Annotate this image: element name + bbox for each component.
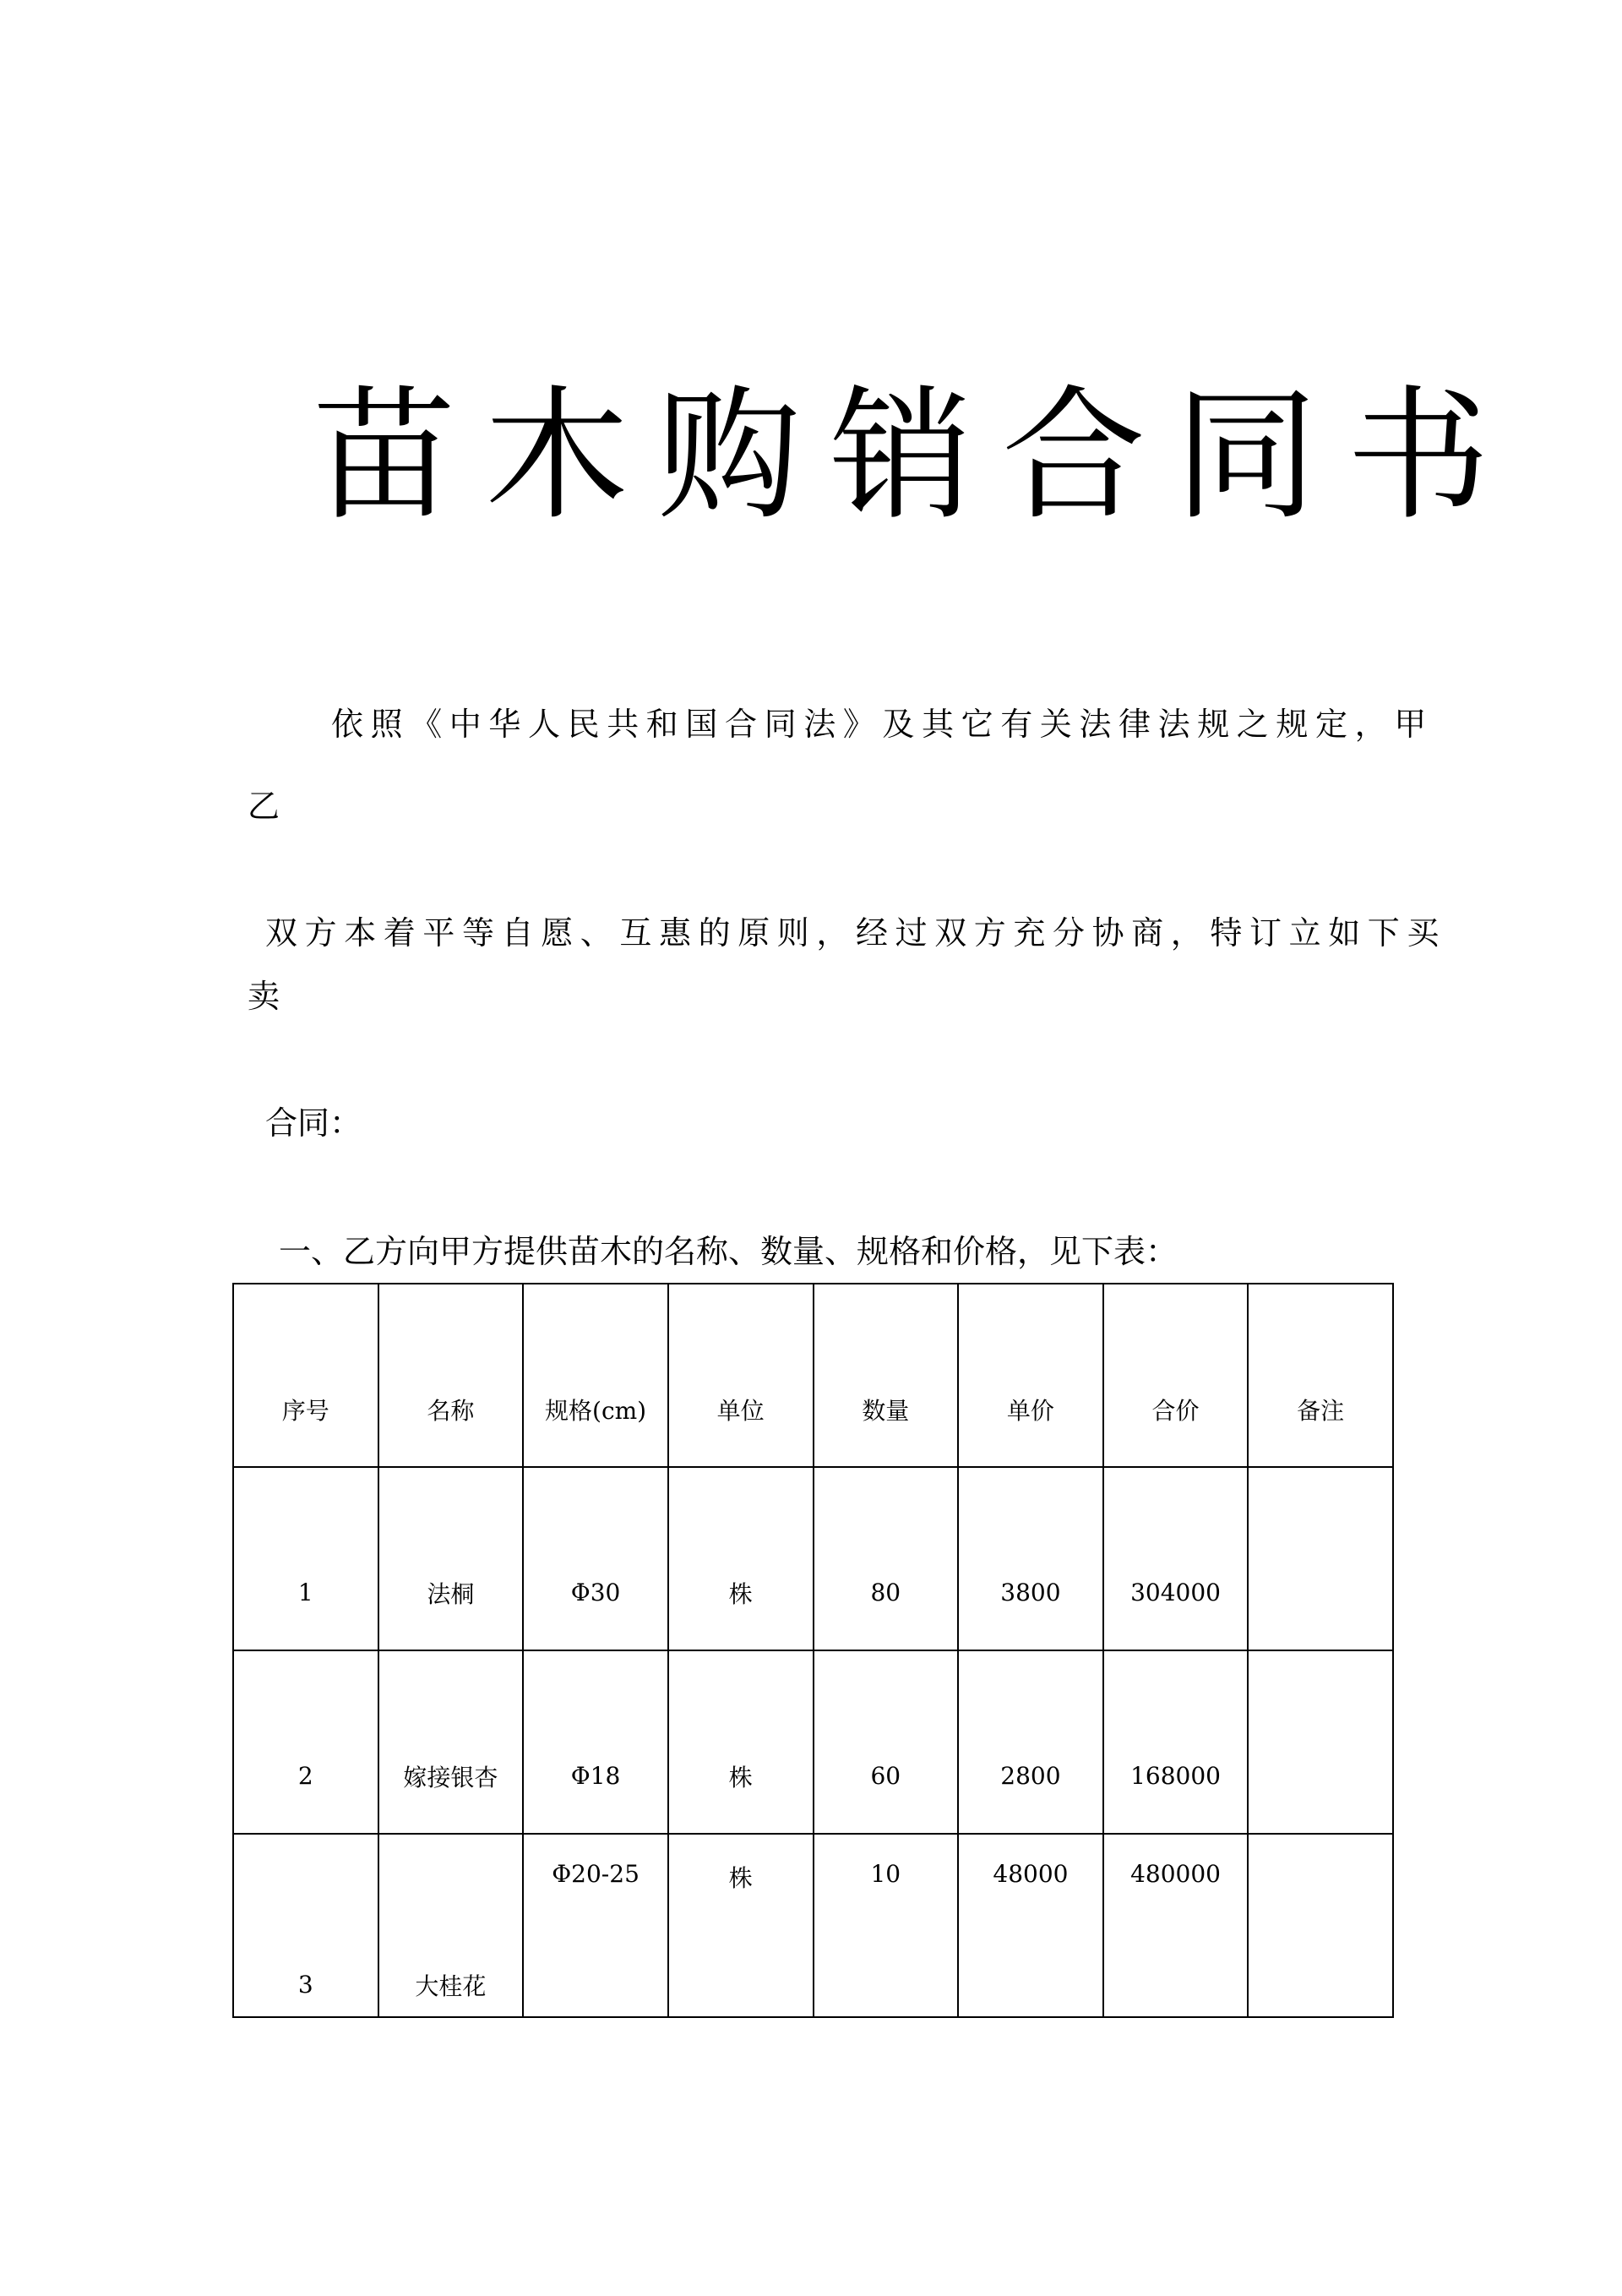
cell-remarks [1248, 1467, 1393, 1650]
cell-unit-price: 3800 [958, 1467, 1103, 1650]
header-cell-remarks: 备注 [1248, 1284, 1393, 1467]
cell-remarks [1248, 1834, 1393, 2017]
table-header-row [233, 1284, 1393, 1467]
table-row [233, 1834, 1393, 2017]
cell-index: 1 [233, 1467, 378, 1650]
cell-unit-price: 48000 [958, 1834, 1103, 2017]
cell-unit: 株 [668, 1467, 814, 1650]
header-cell-name: 名称 [378, 1284, 524, 1467]
header-cell-spec: 规格(cm) [523, 1284, 668, 1467]
header-cell-index: 序号 [233, 1284, 378, 1467]
table-row [233, 1650, 1393, 1834]
table-row [233, 1467, 1393, 1650]
intro-line-2-continuation: 卖 [248, 978, 280, 1015]
header-cell-unit-price: 单价 [958, 1284, 1103, 1467]
intro-line-1-continuation: 乙 [248, 788, 280, 825]
cell-index: 3 [233, 1834, 378, 2017]
cell-name: 法桐 [378, 1467, 524, 1650]
cell-index: 2 [233, 1650, 378, 1834]
cell-quantity: 80 [814, 1467, 959, 1650]
cell-spec: Φ18 [523, 1650, 668, 1834]
header-cell-unit: 单位 [668, 1284, 814, 1467]
document-title: 苗木购销合同书 [313, 373, 1520, 540]
cell-total-price: 304000 [1103, 1467, 1249, 1650]
intro-line-2: 双方本着平等自愿、互惠的原则，经过双方充分协商，特订立如下买 [265, 914, 1447, 952]
seedling-items-table [232, 1283, 1394, 2018]
cell-name: 大桂花 [378, 1834, 524, 2017]
header-cell-total-price: 合价 [1103, 1284, 1249, 1467]
header-cell-quantity: 数量 [814, 1284, 959, 1467]
cell-unit-price: 2800 [958, 1650, 1103, 1834]
intro-line-1: 依照《中华人民共和国合同法》及其它有关法律法规之规定，甲 [331, 706, 1434, 743]
cell-spec: Φ20-25 [523, 1834, 668, 2017]
cell-name: 嫁接银杏 [378, 1650, 524, 1834]
cell-total-price: 168000 [1103, 1650, 1249, 1834]
cell-unit: 株 [668, 1834, 814, 2017]
cell-quantity: 60 [814, 1650, 959, 1834]
cell-quantity: 10 [814, 1834, 959, 2017]
cell-total-price: 480000 [1103, 1834, 1249, 2017]
clause-1-heading: 一、乙方向甲方提供苗木的名称、数量、规格和价格，见下表： [279, 1233, 1178, 1270]
cell-spec: Φ30 [523, 1467, 668, 1650]
cell-unit: 株 [668, 1650, 814, 1834]
intro-line-3: 合同： [265, 1104, 362, 1142]
cell-remarks [1248, 1650, 1393, 1834]
